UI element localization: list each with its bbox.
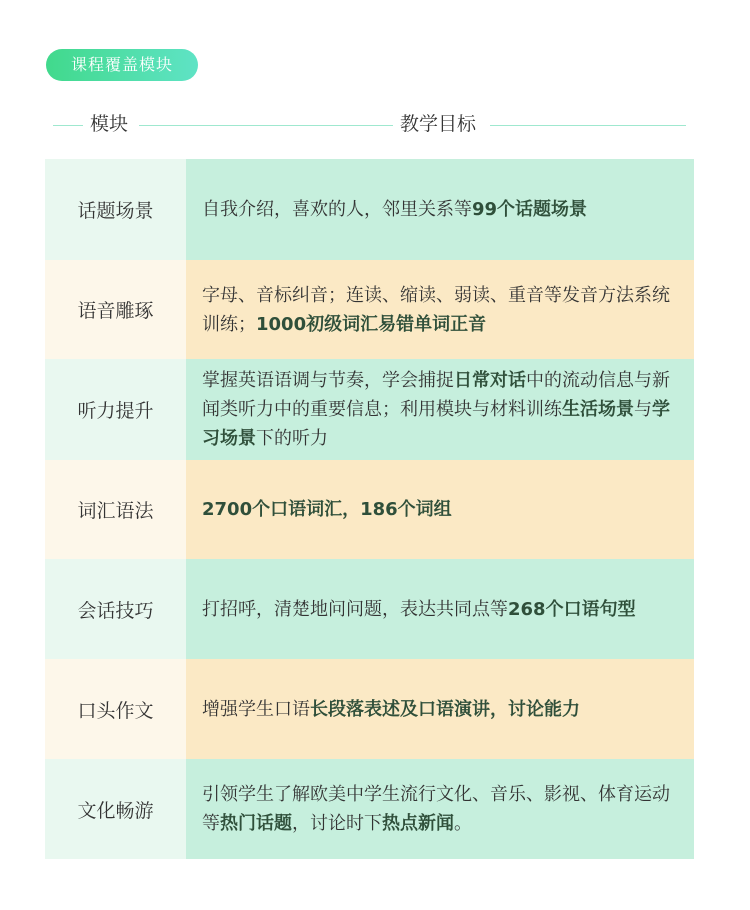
teaching-goal [186, 460, 694, 559]
header-module: 模块 [90, 113, 129, 135]
goal-text: ，讨论时下 [292, 813, 382, 834]
table-row [45, 559, 694, 659]
goal-highlight: 长段落表述及口语演讲，讨论能力 [310, 698, 580, 720]
goal-text: 增强学生口语 [202, 698, 310, 720]
module-name: 词汇语法 [45, 460, 186, 559]
goal-highlight: 2700个口语词汇，186个词组 [202, 499, 452, 520]
section-badge: 课程覆盖模块 [46, 49, 198, 81]
teaching-goal [186, 559, 694, 659]
goal-highlight: 生活场景 [562, 399, 634, 420]
goal-highlight: 日常对话 [454, 370, 526, 391]
course-module-table [45, 159, 694, 859]
goal-text: 打招呼，清楚地问问题，表达共同点等 [202, 598, 508, 620]
goal-highlight: 99个话题场景 [472, 199, 588, 220]
teaching-goal [186, 260, 694, 359]
module-name: 口头作文 [45, 659, 186, 759]
header-goal: 教学目标 [400, 113, 477, 135]
table-row [45, 460, 694, 559]
header-divider-left [53, 125, 83, 126]
module-name: 语音雕琢 [45, 260, 186, 359]
goal-highlight: 学习场景 [202, 399, 670, 449]
goal-highlight: 1000初级词汇易错单词正音 [256, 313, 487, 335]
teaching-goal [186, 359, 694, 460]
module-name: 会话技巧 [45, 559, 186, 659]
teaching-goal [186, 159, 694, 260]
table-row [45, 159, 694, 260]
table-row [45, 260, 694, 359]
table-row [45, 659, 694, 759]
goal-highlight: 热门话题 [220, 813, 292, 834]
goal-text: 自我介绍，喜欢的人，邻里关系等 [202, 199, 472, 220]
teaching-goal [186, 659, 694, 759]
header-divider-middle [139, 125, 393, 126]
module-name: 文化畅游 [45, 759, 186, 859]
goal-text: 字母、音标纠音；连读、缩读、弱读、重音等发音方法系统训练； [202, 284, 670, 335]
goal-highlight: 热点新闻 [382, 813, 454, 834]
goal-text: 引领学生了解欧美中学生流行文化、音乐、影视、体育运动等 [202, 784, 670, 834]
goal-text: 下的听力 [256, 428, 328, 449]
module-name: 听力提升 [45, 359, 186, 460]
goal-text: 掌握英语语调与节奏，学会捕捉 [202, 370, 454, 391]
table-row [45, 359, 694, 460]
table-row [45, 759, 694, 859]
module-name: 话题场景 [45, 159, 186, 260]
goal-text: 。 [454, 813, 472, 834]
goal-highlight: 268个口语句型 [508, 598, 636, 620]
header-divider-right [490, 125, 686, 126]
teaching-goal [186, 759, 694, 859]
goal-text: 与 [634, 399, 652, 420]
goal-text: 中的流动信息与新闻类听力中的重要信息；利用模块与材料训练 [202, 370, 670, 420]
